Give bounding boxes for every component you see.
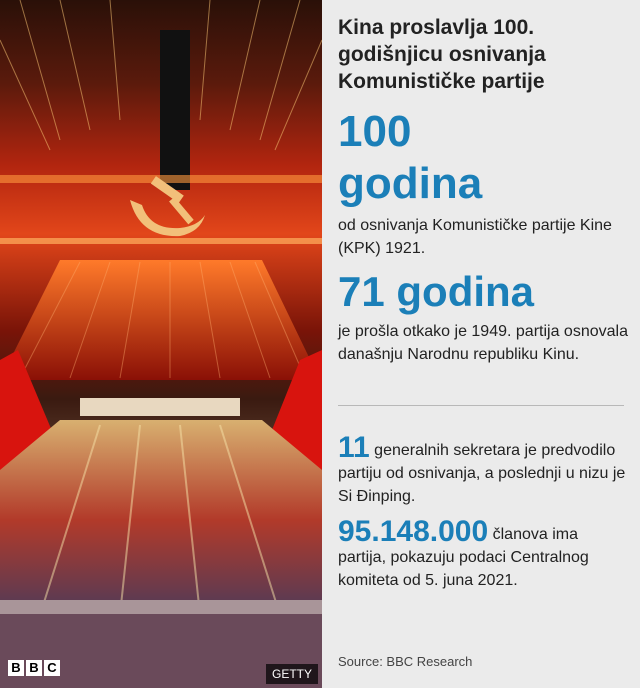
headline: Kina proslavlja 100. godišnjicu osnivanja Komunističke partije	[338, 16, 546, 93]
stat-secretaries-value: 11	[338, 431, 370, 464]
stage	[80, 398, 240, 416]
stat-members-desc: članova ima partija, pokazuju podaci Centralnog komiteta od 5. juna 2021.	[338, 526, 589, 589]
bbc-logo-letter: C	[44, 660, 60, 676]
bbc-logo	[8, 660, 60, 676]
stat-members	[338, 515, 628, 592]
photo-credit: GETTY	[266, 664, 318, 684]
stat-100-years-desc: od osnivanja Komunističke partije Kine (KPK) 1921.	[338, 217, 612, 257]
hammer-sickle-icon	[130, 176, 205, 236]
stat-71-years-desc: je prošla otkako je 1949. partija osnovala današnju Narodnu republiku Kinu.	[338, 323, 628, 363]
bbc-logo-letter: B	[26, 660, 42, 676]
bbc-logo-letter: B	[8, 660, 24, 676]
stat-members-value: 95.148.000	[338, 515, 489, 548]
stat-71-years: 71 godina	[338, 268, 535, 315]
divider	[338, 405, 624, 406]
hanging-pole	[160, 30, 190, 190]
stat-100-years: 100 godina	[338, 107, 483, 208]
source-note: Source: BBC Research	[338, 654, 473, 669]
stat-secretaries	[338, 431, 628, 508]
stat-secretaries-desc: generalnih sekretara je predvodilo partiju od osnivanja, a poslednji u nizu je Si Đinping.	[338, 442, 626, 505]
info-panel	[322, 0, 640, 688]
red-fan	[0, 260, 320, 380]
